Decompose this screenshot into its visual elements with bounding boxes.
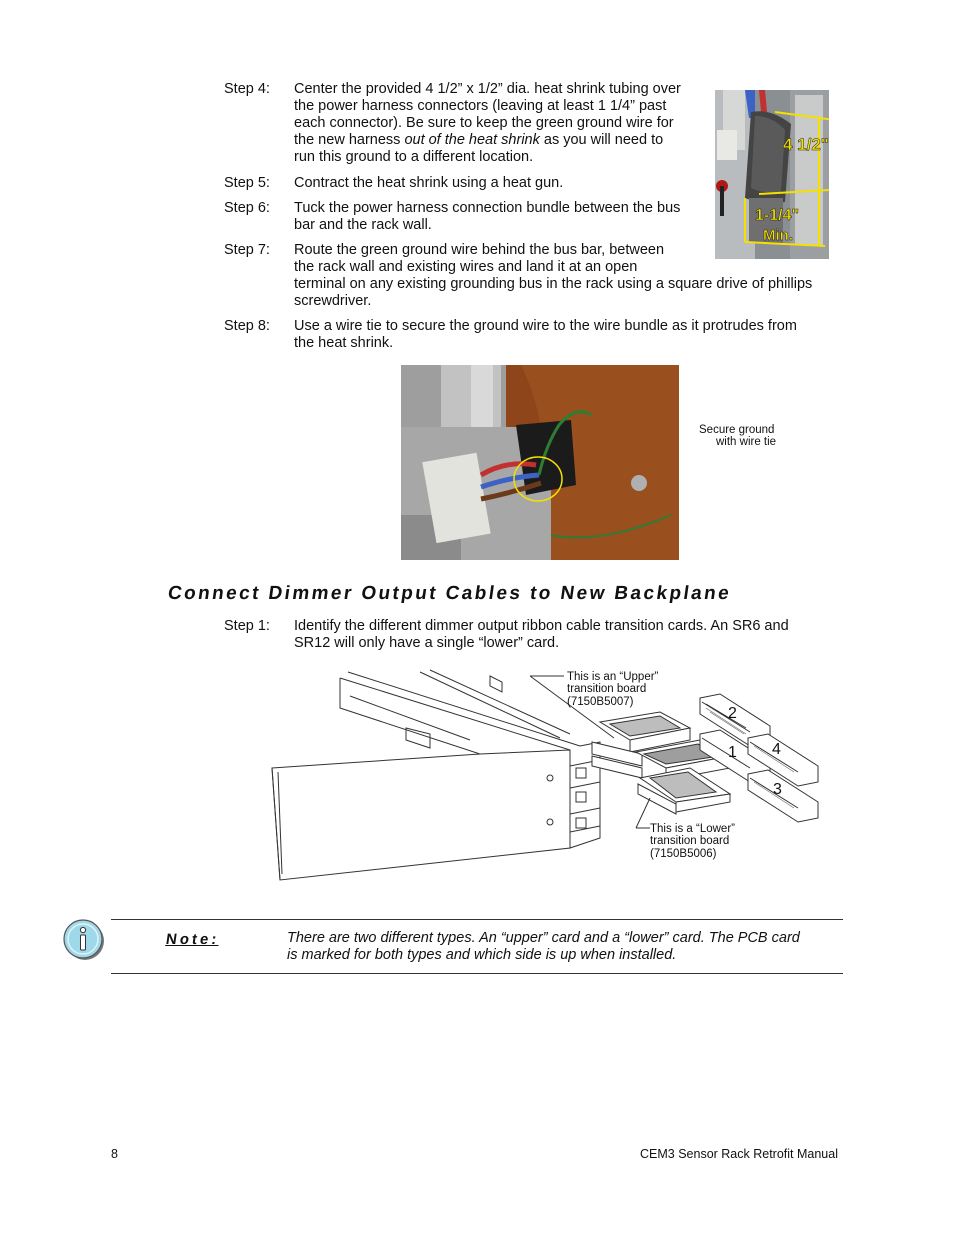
step-5-line-1: Contract the heat shrink using a heat gun. [294, 175, 564, 191]
upper-board-caption-2: transition board [567, 683, 647, 695]
step-6-label: Step 6: [224, 200, 270, 216]
lower-board-caption-1: This is a “Lower” [650, 823, 735, 835]
step-7-label: Step 7: [224, 242, 270, 258]
step-4-line-4: the new harness out of the heat shrink as you will need to [294, 132, 664, 148]
footer-title: CEM3 Sensor Rack Retrofit Manual [640, 1147, 838, 1161]
step-5-label: Step 5: [224, 175, 270, 191]
section-step-1-label: Step 1: [224, 618, 270, 634]
step-6-line-1: Tuck the power harness connection bundle between the bus [294, 200, 681, 216]
step-8-line-2: the heat shrink. [294, 335, 394, 351]
section-step-1-line-2: SR12 will only have a single “lower” card. [294, 635, 560, 651]
wire-tie-caption-2: with wire tie [716, 436, 777, 448]
dim-four-half-label: 4 1/2" [783, 135, 829, 154]
connector-3-label: 3 [773, 781, 782, 798]
step-4-line-5: run this ground to a different location. [294, 149, 534, 165]
dim-min-label: Min. [763, 227, 793, 244]
connector-1-label: 1 [728, 744, 737, 761]
note-bottom-rule [111, 973, 843, 974]
step-4-line-3: each connector). Be sure to keep the green ground wire for [294, 115, 674, 131]
step-4-line-2: the power harness connectors (leaving at least 1 1/4” past [294, 98, 667, 114]
heat-shrink-photo [715, 90, 829, 259]
section-heading: Connect Dimmer Output Cables to New Backplane [166, 583, 733, 604]
upper-board-caption-3: (7150B5007) [567, 696, 634, 708]
connector-2-label: 2 [728, 705, 737, 722]
note-text: There are two different types. An “upper” card and a “lower” card. The PCB card is marked for both types and which side is up when installed. [287, 930, 800, 963]
wire-tie-photo [401, 365, 679, 560]
step-8-line-1: Use a wire tie to secure the ground wire to the wire bundle as it protrudes from [294, 318, 797, 334]
lower-board-caption-2: transition board [650, 835, 730, 847]
step-4-label: Step 4: [224, 81, 270, 97]
section-step-1-line-1: Identify the different dimmer output ribbon cable transition cards. An SR6 and [294, 618, 789, 634]
lower-board-caption-3: (7150B5006) [650, 848, 717, 860]
note-top-rule [111, 919, 843, 920]
note-label: Note: [164, 931, 221, 948]
wire-tie-caption-1: Secure ground [699, 424, 775, 436]
step-7-line-4: screwdriver. [294, 293, 372, 309]
step-8-label: Step 8: [224, 318, 270, 334]
step-7-line-1: Route the green ground wire behind the bus bar, between [294, 242, 665, 258]
connector-4-label: 4 [772, 741, 781, 758]
step-7-line-3: terminal on any existing grounding bus in the rack using a square drive of phillips [294, 276, 813, 292]
transition-board-diagram [270, 668, 830, 884]
upper-board-caption-1: This is an “Upper” [567, 671, 659, 683]
dim-one-quarter-label: 1-1/4" [755, 207, 800, 224]
page-number: 8 [111, 1147, 118, 1161]
step-4-line-1: Center the provided 4 1/2” x 1/2” dia. heat shrink tubing over [294, 81, 681, 97]
step-7-line-2: the rack wall and existing wires and land it at an open [294, 259, 638, 275]
step-6-line-2: bar and the rack wall. [294, 217, 432, 233]
info-icon [62, 918, 106, 962]
